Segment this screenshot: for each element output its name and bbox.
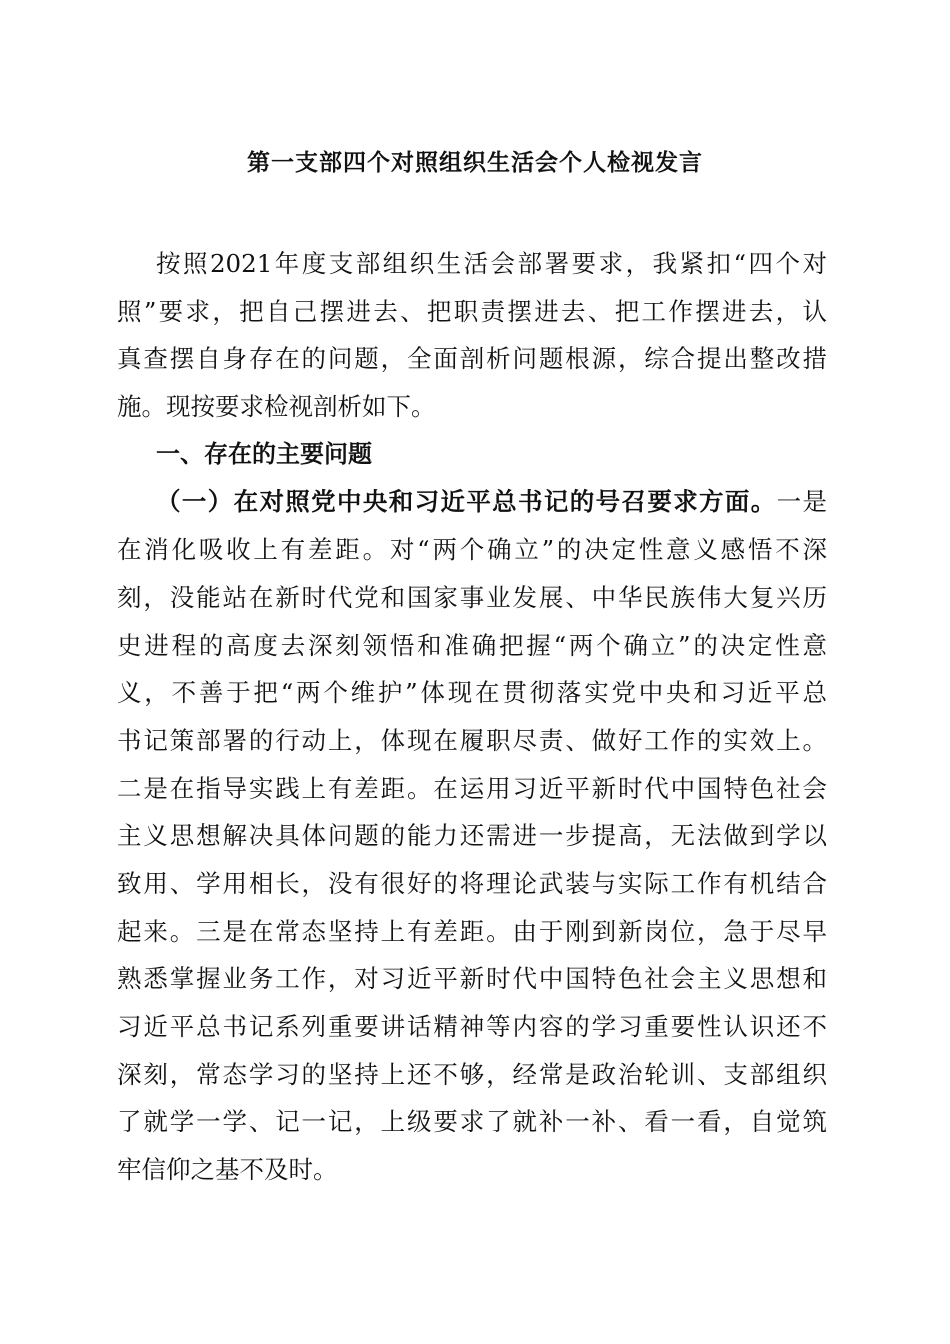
body-line: 起来。三是在常态坚持上有差距。由于刚到新岗位，急于尽早 (117, 916, 827, 946)
body-line: 了就学一学、记一记，上级要求了就补一补、看一看，自觉筑 (117, 1107, 827, 1137)
body-line: 主义思想解决具体问题的能力还需进一步提高，无法做到学以 (117, 821, 827, 851)
body-line: 牢信仰之基不及时。 (117, 1155, 338, 1185)
document-body (117, 240, 827, 1194)
intro-line: 真查摆自身存在的问题，全面剖析问题根源，综合提出整改措 (117, 344, 827, 374)
body-line: 刻，没能站在新时代党和国家事业发展、中华民族伟大复兴历 (117, 582, 827, 612)
body-line: 在消化吸收上有差距。对“两个确立”的决定性意义感悟不深 (117, 535, 827, 565)
intro-line: 照”要求，把自己摆进去、把职责摆进去、把工作摆进去，认 (117, 296, 827, 326)
body-line: 义，不善于把“两个维护”体现在贯彻落实党中央和习近平总 (117, 678, 827, 708)
body-line: 熟悉掌握业务工作，对习近平新时代中国特色社会主义思想和 (117, 964, 827, 994)
body-line: 深刻，常态学习的坚持上还不够，经常是政治轮训、支部组织 (117, 1059, 827, 1089)
subsection-lead-tail: 一是 (776, 487, 827, 517)
subsection-lead-line (117, 478, 827, 526)
body-line: 致用、学用相长，没有很好的将理论武装与实际工作有机结合 (117, 868, 827, 898)
body-line: 习近平总书记系列重要讲话精神等内容的学习重要性认识还不 (117, 1012, 827, 1041)
intro-line: 施。现按要求检视剖析如下。 (117, 392, 436, 422)
intro-line: 按照2021年度支部组织生活会部署要求，我紧扣“四个对 (156, 249, 827, 278)
document-title: 第一支部四个对照组织生活会个人检视发言 (247, 149, 703, 176)
body-line: 二是在指导实践上有差距。在运用习近平新时代中国特色社会 (117, 773, 827, 803)
section-heading: 一、存在的主要问题 (156, 439, 372, 468)
body-line: 书记策部署的行动上，体现在履职尽责、做好工作的实效上。 (117, 725, 827, 755)
subsection-lead: （一）在对照党中央和习近平总书记的号召要求方面。 (156, 487, 777, 517)
body-line: 史进程的高度去深刻领悟和准确把握“两个确立”的决定性意 (117, 630, 827, 660)
